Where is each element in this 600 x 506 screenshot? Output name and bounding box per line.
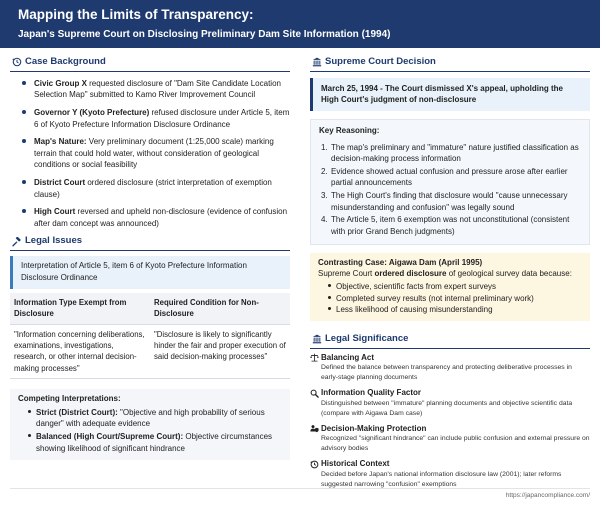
list-item: Less likelihood of causing misunderstanding [328,304,582,316]
list-item: Historical Context Decided before Japan's national information disclosure law (2001); later reforms suggested narrowing "confusion" exemptions [310,459,590,489]
list-item: 1. The map's preliminary and "immature" nature justified classification as decision-making process information [321,142,579,164]
decision-heading: Supreme Court Decision [310,56,590,72]
gavel-icon [12,237,22,247]
reasoning-title: Key Reasoning: [319,125,380,135]
courthouse-icon [312,57,322,67]
list-item: Completed survey results (not internal preliminary work) [328,293,582,305]
list-item: Objective, scientific facts from expert surveys [328,281,582,293]
list-item: Information Quality Factor Distinguished between "immature" planning documents and objective scientific data (compare with Aigawa Dam case) [310,388,590,418]
list-item: High Court reversed and upheld non-disclosure (evidence of confusion after dam concept was announced) [16,206,290,229]
issue-statement: Interpretation of Article 5, item 6 of Kyoto Prefecture Information Disclosure Ordinance [10,256,290,289]
list-item: District Court ordered disclosure (strict interpretation of exemption clause) [16,177,290,200]
list-item: 3. The High Court's finding that disclosure would "cause unnecessary misunderstanding and confusion" was legally sound [321,190,568,212]
contrasting-case-intro: Supreme Court ordered disclosure of geological survey data because: [318,269,572,279]
table-cell: "Disclosure is likely to significantly hinder the fair and proper execution of said decision-making processes" [150,324,290,378]
list-item: Map's Nature: Very preliminary document (1:25,000 scale) marking terrain that could hold water, without consideration of geological conditions or social feasibility [16,136,290,171]
exemption-table [10,293,290,379]
page-header [0,0,600,48]
list-item: Decision-Making Protection Recognized "significant hindrance" can include public confusion and external pressure on advisory bodies [310,424,590,454]
interpretations-title: Competing Interpretations: [18,393,121,403]
significance-heading: Legal Significance [310,333,590,349]
contrasting-case-box [310,253,590,320]
list-item: Balancing Act Defined the balance between transparency and protecting deliberative processes in early-stage planning documents [310,353,590,383]
footer-link[interactable]: https://japancompliance.com/ [505,492,590,499]
left-column [10,56,290,494]
case-background-heading: Case Background [10,56,290,72]
table-header: Required Condition for Non-Disclosure [150,293,290,324]
contrasting-case-title: Contrasting Case: Aigawa Dam (April 1995) [318,258,483,268]
table-cell: "Information concerning deliberations, examinations, investigations, research, or other internal decision-making processes" [10,324,150,378]
table-header: Information Type Exempt from Disclosure [10,293,150,324]
reasoning-box [310,119,590,246]
significance-list [310,349,590,490]
right-column [310,56,590,494]
footer [10,488,590,501]
interpretations-box [10,389,290,460]
list-item: Civic Group X requested disclosure of "Dam Site Candidate Location Selection Map" submitted to Kamo River Improvement Council [16,78,290,101]
list-item: Strict (District Court): "Objective and high probability of serious danger" with adequate evidence [28,407,282,430]
history-icon [310,460,319,469]
legal-issues-heading: Legal Issues [10,235,290,251]
page-title: Mapping the Limits of Transparency: [18,7,254,22]
page-subtitle: Japan's Supreme Court on Disclosing Preliminary Dam Site Information (1994) [18,29,391,41]
history-icon [12,57,22,67]
search-icon [310,389,319,398]
list-item: 2. Evidence showed actual confusion and pressure arose after earlier partial announcements [321,166,568,188]
decision-summary: March 25, 1994 - The Court dismissed X's appeal, upholding the High Court's judgment of non-disclosure [310,78,590,111]
list-item: Governor Y (Kyoto Prefecture) refused disclosure under Article 5, item 6 of Kyoto Prefecture Information Disclosure Ordinance [16,107,290,130]
landmark-icon [312,334,322,344]
balance-scale-icon [310,353,319,362]
table-row [10,324,290,378]
users-shield-icon [310,424,319,433]
list-item: Balanced (High Court/Supreme Court): Objective circumstances showing likelihood of significant hindrance [28,431,282,454]
list-item: 4. The Article 5, item 6 exemption was not unconstitutional (consistent with prior Grand Bench judgments) [321,215,570,236]
case-background-list [10,72,290,230]
